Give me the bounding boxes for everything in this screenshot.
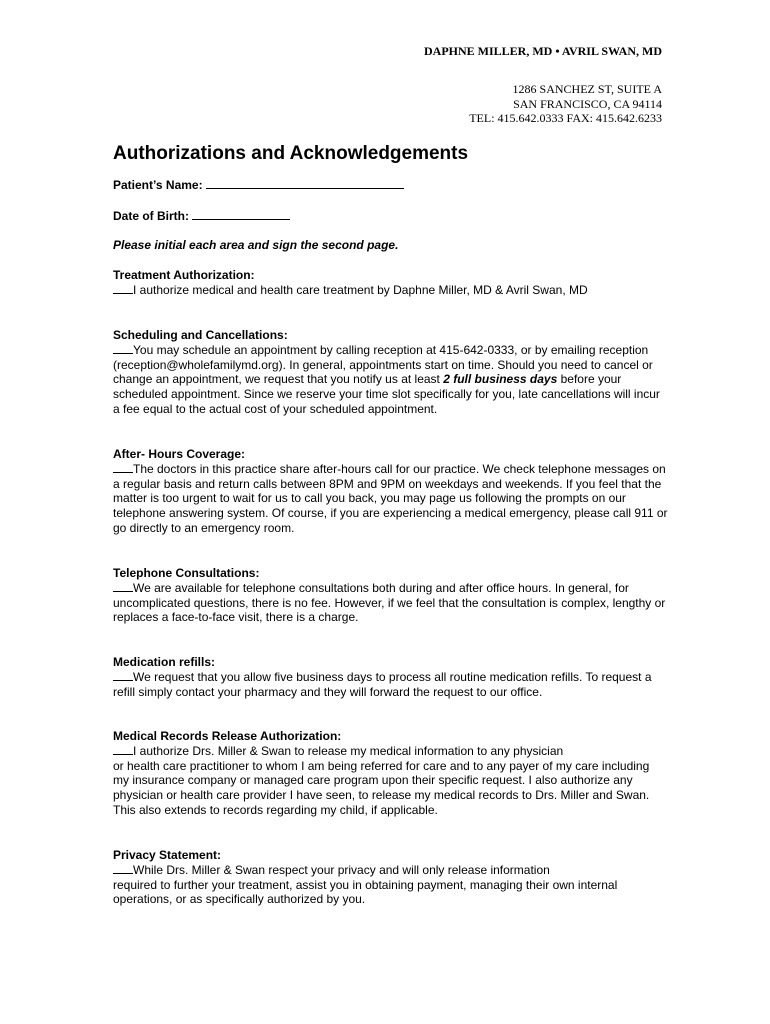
section-text: We request that you allow five business days to process all routine medication refills. To request a refill simply contact your pharmacy and they will forward the request to our office. xyxy=(113,669,652,699)
section-privacy xyxy=(113,848,668,907)
section-heading: Medication refills: xyxy=(113,655,216,669)
section-heading: After- Hours Coverage: xyxy=(113,447,246,461)
section-text: You may schedule an appointment by calling reception at 415-642-0333, or by emailing reception (reception@wholefamilymd.org). In general, appointments start on time. Should you need to cancel or change an appointment, we request that you notify us at least 2 full business days before your scheduled appointment. Since we reserve your time slot specifically for you, late cancellations will incur a fee equal to the actual cost of your scheduled appointment. xyxy=(113,342,660,416)
initial-blank[interactable] xyxy=(113,670,133,681)
practice-names: DAPHNE MILLER, MD • AVRIL SWAN, MD xyxy=(423,44,662,58)
emphasis-text: 2 full business days xyxy=(443,372,558,387)
section-records xyxy=(113,729,668,818)
section-refills xyxy=(113,655,668,699)
section-heading: Privacy Statement: xyxy=(113,848,222,862)
section-after-hours xyxy=(113,447,668,536)
section-treatment xyxy=(113,268,668,298)
patient-name-field xyxy=(113,178,404,192)
section-heading: Medical Records Release Authorization: xyxy=(113,729,342,743)
section-text: While Drs. Miller & Swan respect your privacy and will only release information required to further your treatment, assist you in obtaining payment, managing their own internal operations, or as specifically authorized by you. xyxy=(113,862,618,907)
instructions: Please initial each area and sign the second page. xyxy=(113,238,399,252)
initial-blank[interactable] xyxy=(113,744,133,755)
dob-label: Date of Birth: xyxy=(113,209,189,223)
section-telephone xyxy=(113,566,668,625)
form-title: Authorizations and Acknowledgements xyxy=(113,143,469,164)
section-text: We are available for telephone consultations both during and after office hours. In general, for uncomplicated questions, there is no fee. However, if we feel that the consultation is complex, lengthy or replaces a face-to-face visit, there is a charge. xyxy=(113,580,666,625)
patient-name-label: Patient’s Name: xyxy=(113,178,203,192)
initial-blank[interactable] xyxy=(113,343,133,354)
initial-blank[interactable] xyxy=(113,283,133,294)
section-text: I authorize Drs. Miller & Swan to release my medical information to any physician or health care practitioner to whom I am being referred for care and to any payer of my care including my insurance company or managed care program upon their specific request. I also authorize any physician or health care provider I have seen, to release my medical records to Drs. Miller and Swan. This also extends to records regarding my child, if applicable. xyxy=(113,743,650,817)
initial-blank[interactable] xyxy=(113,863,133,874)
dob-field xyxy=(113,209,290,223)
address-line-2: SAN FRANCISCO, CA 94114 xyxy=(513,96,662,111)
address-line-1: 1286 SANCHEZ ST, SUITE A xyxy=(512,82,662,96)
initial-blank[interactable] xyxy=(113,581,133,592)
practice-address xyxy=(469,82,662,126)
initial-blank[interactable] xyxy=(113,462,133,473)
section-heading: Scheduling and Cancellations: xyxy=(113,328,288,342)
section-heading: Telephone Consultations: xyxy=(113,566,260,580)
section-text: I authorize medical and health care treatment by Daphne Miller, MD & Avril Swan, MD xyxy=(113,283,668,298)
contact-line: TEL: 415.642.0333 FAX: 415.642.6233 xyxy=(469,111,662,125)
dob-blank[interactable] xyxy=(192,209,290,220)
patient-name-blank[interactable] xyxy=(206,178,404,189)
section-scheduling xyxy=(113,328,668,417)
section-heading: Treatment Authorization: xyxy=(113,268,255,282)
section-text: The doctors in this practice share after-hours call for our practice. We check telephone messages on a regular basis and return calls between 8PM and 9PM on weekdays and weekends. If you feel that the matter is too urgent to wait for us to call you back, you may page us following the prompts on our telephone answering system. Of course, if you are experiencing a medical emergency, please call 911 or go directly to an emergency room. xyxy=(113,461,668,535)
